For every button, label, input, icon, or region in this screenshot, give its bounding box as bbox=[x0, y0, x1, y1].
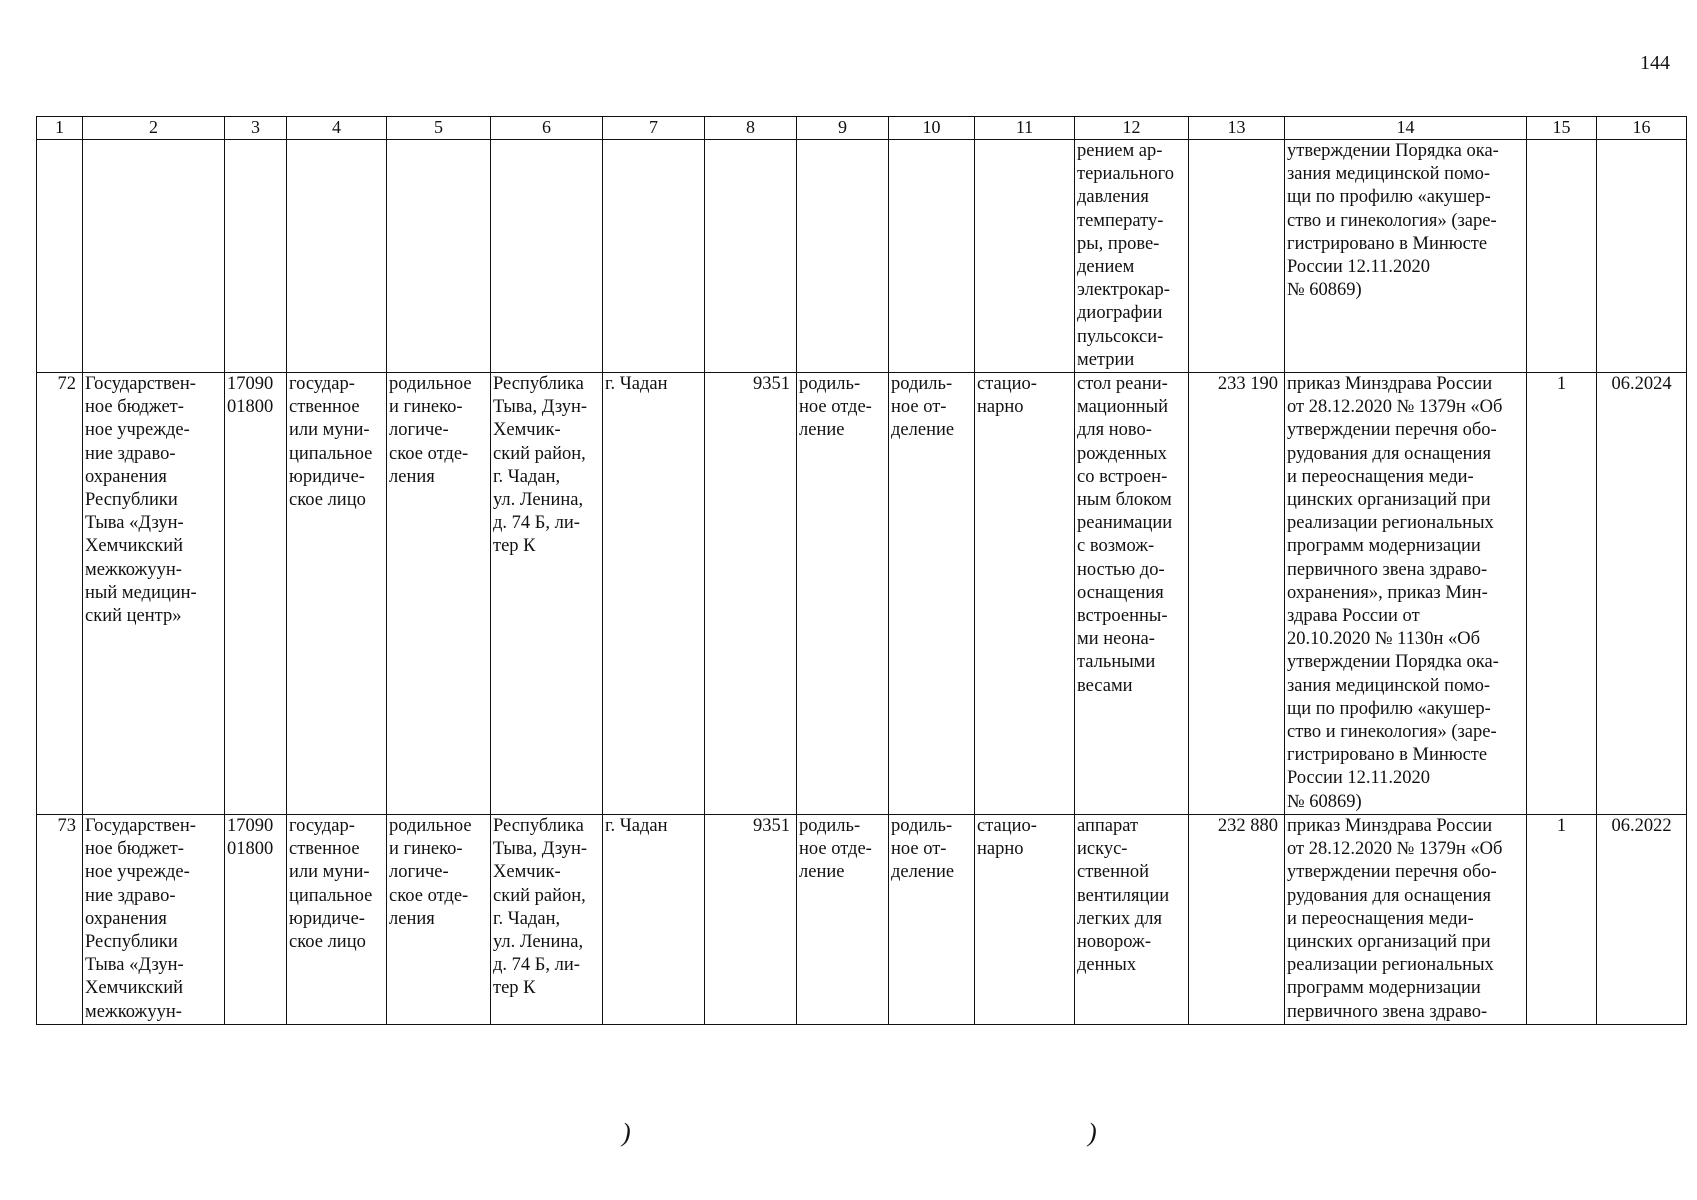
column-header: 11 bbox=[975, 117, 1075, 140]
column-header: 14 bbox=[1285, 117, 1527, 140]
table-cell bbox=[491, 140, 603, 373]
division-cell: родильное и гинеко- логиче- ское отде- ления bbox=[387, 373, 491, 815]
table-cell bbox=[1597, 140, 1687, 373]
table-cell bbox=[975, 140, 1075, 373]
table-cell bbox=[387, 140, 491, 373]
column-header: 12 bbox=[1075, 117, 1189, 140]
column-header: 8 bbox=[705, 117, 797, 140]
column-header: 5 bbox=[387, 117, 491, 140]
code-cell: 17090 01800 bbox=[225, 815, 287, 1025]
organization-cell: Государствен- ное бюджет- ное учрежде- ние здраво- охранения Республики Тыва «Дзун- Хемчикский межкожуун- bbox=[83, 815, 225, 1025]
quantity-cell: 1 bbox=[1527, 373, 1597, 815]
quantity-cell: 1 bbox=[1527, 815, 1597, 1025]
care-condition-cell: стацио- нарно bbox=[975, 373, 1075, 815]
table-cell bbox=[287, 140, 387, 373]
unit-cell: родиль- ное от- деление bbox=[889, 815, 975, 1025]
column-header: 16 bbox=[1597, 117, 1687, 140]
cost-cell: 233 190 bbox=[1189, 373, 1285, 815]
column-header: 2 bbox=[83, 117, 225, 140]
legal-basis-cell: приказ Минздрава России от 28.12.2020 № 1379н «Об утверждении перечня обо- рудования для оснащения и переоснащения меди- цинских организаций при реализации региональных программ модернизации первичного звена здраво- охранения», приказ Мин- здрава России от 20.10.2020 № 1130н «Об утверждении Порядка ока- зания медицинской помо- щи по профилю «акушер- ство и гинекология» (заре- гистрировано в Минюсте России 12.11.2020 № 60869) bbox=[1285, 373, 1527, 815]
column-header: 1 bbox=[37, 117, 83, 140]
column-header: 15 bbox=[1527, 117, 1597, 140]
table-cell bbox=[1189, 140, 1285, 373]
department-cell: родиль- ное отде- ление bbox=[797, 815, 889, 1025]
table-cell bbox=[83, 140, 225, 373]
cost-cell: 232 880 bbox=[1189, 815, 1285, 1025]
table-cell bbox=[705, 140, 797, 373]
column-header: 10 bbox=[889, 117, 975, 140]
table-row bbox=[37, 815, 1687, 1025]
header-row bbox=[37, 117, 1687, 140]
table-cell bbox=[603, 140, 705, 373]
column-header: 9 bbox=[797, 117, 889, 140]
locality-code-cell: 9351 bbox=[705, 815, 797, 1025]
city-cell: г. Чадан bbox=[603, 815, 705, 1025]
department-cell: родиль- ное отде- ление bbox=[797, 373, 889, 815]
address-cell: Республика Тыва, Дзун- Хемчик- ский район, г. Чадан, ул. Ленина, д. 74 Б, ли- тер К bbox=[491, 815, 603, 1025]
column-header: 7 bbox=[603, 117, 705, 140]
legal-basis-cell: утверждении Порядка ока- зания медицинской помо- щи по профилю «акушер- ство и гинекология» (заре- гистрировано в Минюсте России 12.11.2020 № 60869) bbox=[1285, 140, 1527, 373]
legal-basis-cell: приказ Минздрава России от 28.12.2020 № 1379н «Об утверждении перечня обо- рудования для оснащения и переоснащения меди- цинских организаций при реализации региональных программ модернизации первичного звена здраво- bbox=[1285, 815, 1527, 1025]
table-cell bbox=[225, 140, 287, 373]
row-number-cell: 73 bbox=[37, 815, 83, 1025]
legal-form-cell: государ- ственное или муни- ципальное юридиче- ское лицо bbox=[287, 373, 387, 815]
table-cell bbox=[1527, 140, 1597, 373]
care-condition-cell: стацио- нарно bbox=[975, 815, 1075, 1025]
legal-form-cell: государ- ственное или муни- ципальное юридиче- ское лицо bbox=[287, 815, 387, 1025]
table-cell bbox=[37, 140, 83, 373]
data-table bbox=[36, 116, 1687, 1025]
table-cell bbox=[797, 140, 889, 373]
column-header: 6 bbox=[491, 117, 603, 140]
scan-mark: ) bbox=[1088, 1118, 1097, 1147]
organization-cell: Государствен- ное бюджет- ное учрежде- ние здраво- охранения Республики Тыва «Дзун- Хемчикский межкожуун- ный медицин- ский центр» bbox=[83, 373, 225, 815]
column-header: 3 bbox=[225, 117, 287, 140]
date-cell: 06.2024 bbox=[1597, 373, 1687, 815]
address-cell: Республика Тыва, Дзун- Хемчик- ский район, г. Чадан, ул. Ленина, д. 74 Б, ли- тер К bbox=[491, 373, 603, 815]
equipment-cell: рением ар- териального давления температу- ры, прове- дением электрокар- диографии пульсокси- метрии bbox=[1075, 140, 1189, 373]
table-cell bbox=[889, 140, 975, 373]
continuation-row bbox=[37, 140, 1687, 373]
page-number: 144 bbox=[1640, 52, 1670, 74]
locality-code-cell: 9351 bbox=[705, 373, 797, 815]
unit-cell: родиль- ное от- деление bbox=[889, 373, 975, 815]
table-row bbox=[37, 373, 1687, 815]
equipment-cell: стол реани- мационный для ново- рожденных со встроен- ным блоком реанимации с возмож- ностью до- оснащения встроенны- ми неона- тальными весами bbox=[1075, 373, 1189, 815]
division-cell: родильное и гинеко- логиче- ское отде- ления bbox=[387, 815, 491, 1025]
column-header: 13 bbox=[1189, 117, 1285, 140]
row-number-cell: 72 bbox=[37, 373, 83, 815]
column-header: 4 bbox=[287, 117, 387, 140]
scan-mark: ) bbox=[622, 1118, 631, 1147]
date-cell: 06.2022 bbox=[1597, 815, 1687, 1025]
equipment-cell: аппарат искус- ственной вентиляции легких для новорож- денных bbox=[1075, 815, 1189, 1025]
city-cell: г. Чадан bbox=[603, 373, 705, 815]
code-cell: 17090 01800 bbox=[225, 373, 287, 815]
